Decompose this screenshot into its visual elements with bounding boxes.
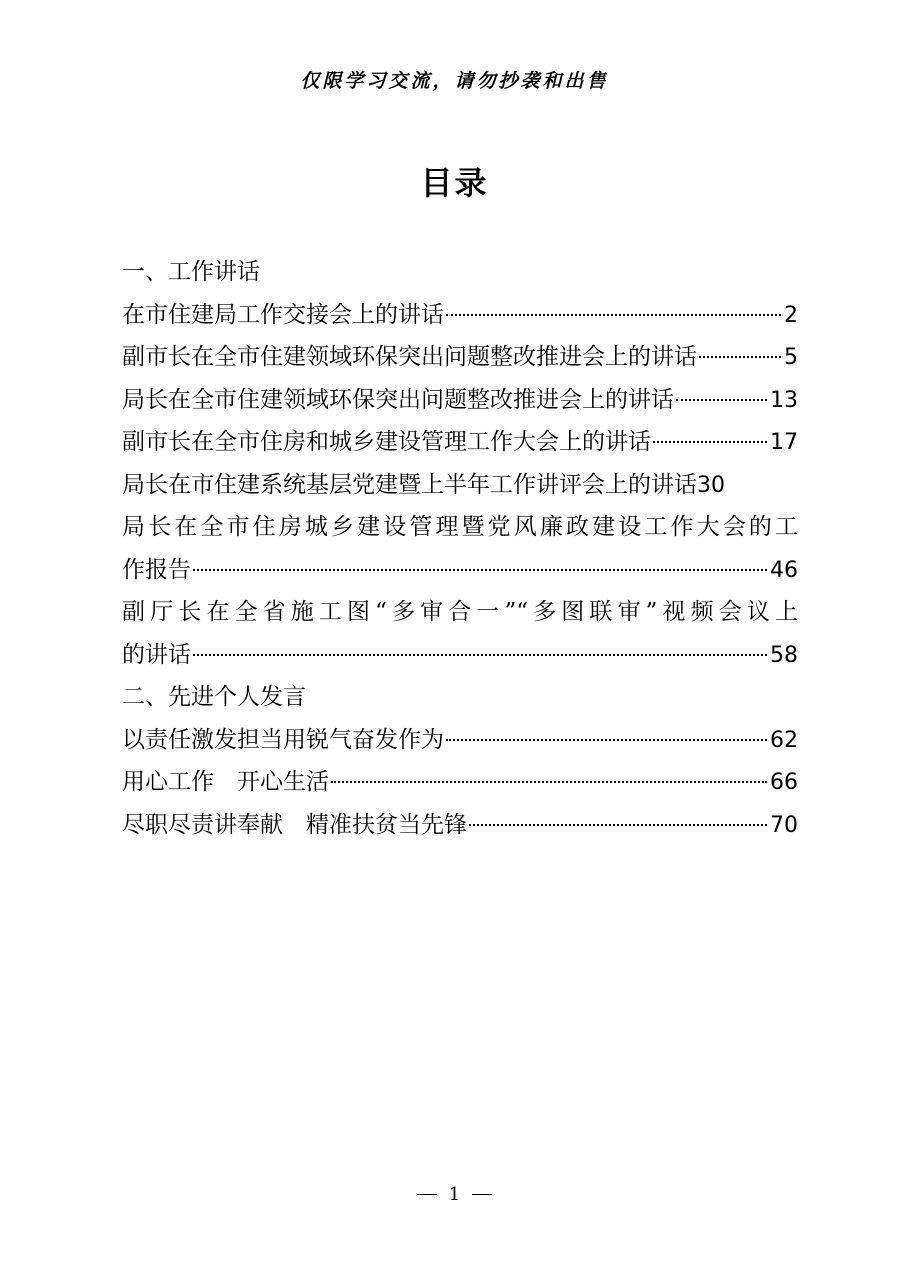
toc-entry[interactable] [122, 804, 798, 847]
toc-entry-title-line2: 作报告 [122, 556, 191, 583]
toc-leader-dots [446, 739, 767, 741]
toc-entry-title: 副市长在全市住房和城乡建设管理工作大会上的讲话 [122, 429, 651, 455]
toc-entry-title: 副市长在全市住建领域环保突出问题整改推进会上的讲话 [122, 344, 697, 370]
toc-entry[interactable] [122, 761, 798, 804]
toc-entry-title: 局长在全市住建领域环保突出问题整改推进会上的讲话 [122, 386, 674, 413]
toc-entry-title: 以责任激发担当用锐气奋发作为 [122, 726, 444, 753]
table-of-contents [122, 251, 798, 846]
toc-entry-wrapped[interactable] [122, 591, 798, 676]
toc-entry-title: 局长在市住建系统基层党建暨上半年工作讲评会上的讲话 [122, 471, 697, 498]
toc-leader-dots [469, 824, 767, 826]
toc-entry-page: 58 [770, 642, 798, 668]
toc-entry[interactable] [122, 294, 798, 337]
toc-entry-page: 17 [770, 430, 798, 455]
toc-section-heading: 一、工作讲话 [122, 259, 260, 285]
toc-entry-page: 70 [770, 812, 798, 838]
toc-entry-title-line1: 副厅长在全省施工图“多审合一”“多图联审”视频会议上 [122, 599, 798, 625]
toc-entry[interactable] [122, 464, 798, 507]
page-number: 1 [448, 1184, 461, 1205]
toc-entry-title: 尽职尽责讲奉献 精准扶贫当先锋 [122, 811, 467, 838]
toc-entry-page: 5 [784, 345, 798, 370]
toc-entry-page: 62 [770, 727, 798, 753]
toc-section-heading: 二、先进个人发言 [122, 684, 306, 710]
toc-leader-dots [446, 314, 781, 316]
toc-entry-title: 用心工作 开心生活 [122, 769, 329, 795]
toc-entry[interactable] [122, 336, 798, 379]
toc-entry[interactable] [122, 379, 798, 422]
toc-leader-dots [193, 569, 767, 571]
footer-dash-right [472, 1194, 492, 1195]
header-note: 仅限学习交流，请勿抄袭和出售 [300, 70, 609, 92]
toc-entry-page: 66 [770, 770, 798, 795]
toc-leader-dots [331, 781, 767, 783]
page-footer [0, 1184, 909, 1205]
toc-entry-page: 2 [784, 302, 798, 328]
toc-entry[interactable] [122, 421, 798, 464]
toc-leader-dots [653, 441, 767, 443]
toc-leader-dots [193, 654, 767, 656]
footer-dash-left [417, 1194, 437, 1195]
toc-entry-page: 30 [697, 472, 725, 498]
toc-entry-page: 13 [770, 387, 798, 413]
toc-leader-dots [699, 356, 781, 358]
toc-entry-wrapped[interactable] [122, 506, 798, 591]
toc-entry-title: 在市住建局工作交接会上的讲话 [122, 301, 444, 328]
toc-entry-title-line2: 的讲话 [122, 641, 191, 668]
toc-entry-page: 46 [770, 557, 798, 583]
toc-leader-dots [676, 399, 767, 401]
toc-entry-title-line1: 局长在全市住房城乡建设管理暨党风廉政建设工作大会的工 [122, 514, 798, 540]
page-title: 目录 [420, 164, 489, 202]
toc-entry[interactable] [122, 719, 798, 762]
